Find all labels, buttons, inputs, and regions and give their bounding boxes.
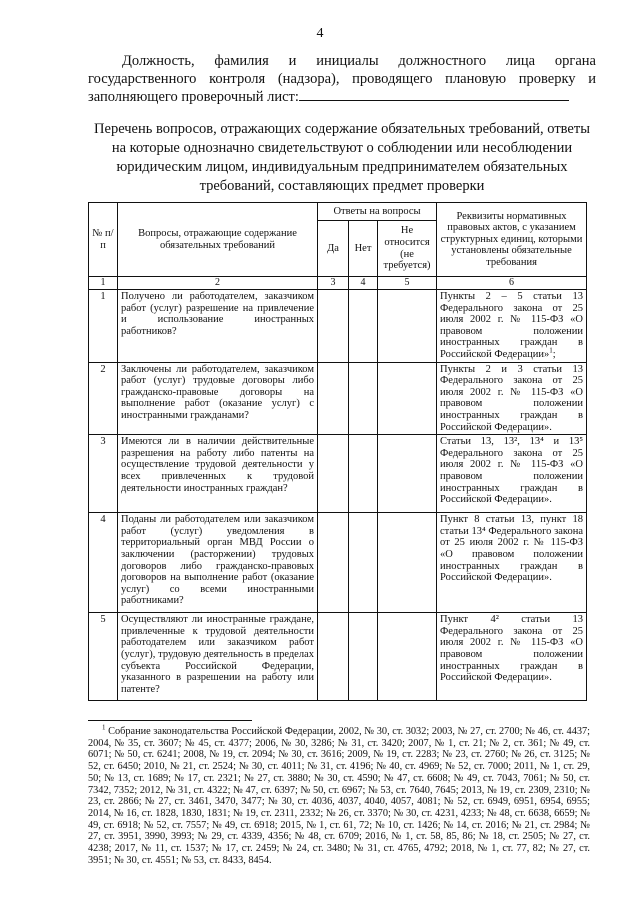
header-question: Вопросы, отражающие содержание обязательных требований	[118, 203, 318, 277]
yes-cell[interactable]	[318, 362, 349, 435]
no-cell[interactable]	[349, 613, 378, 701]
header-requisites: Реквизиты нормативных правовых актов, с указанием структурных единиц, которыми установлены обязательные требования	[437, 203, 587, 277]
inspector-name-blank-line[interactable]	[299, 88, 569, 101]
column-number: 6	[437, 277, 587, 290]
no-cell[interactable]	[349, 435, 378, 513]
header-not-applicable: Не относится (не требуется)	[378, 221, 437, 277]
not-applicable-cell[interactable]	[378, 513, 437, 613]
table-row	[89, 362, 587, 435]
header-yes: Да	[318, 221, 349, 277]
checklist-heading: Перечень вопросов, отражающих содержание обязательных требований, ответы на которые однозначно свидетельствуют о соблюдении или несоблюдении юридическим лицом, индивидуальным предпринимателем обязательных требований, составляющих предмет проверки	[94, 121, 590, 194]
row-number: 1	[89, 290, 118, 363]
header-answers: Ответы на вопросы	[318, 203, 437, 221]
not-applicable-cell[interactable]	[378, 362, 437, 435]
requisites-tail: ;	[552, 348, 556, 360]
table-row	[89, 435, 587, 513]
yes-cell[interactable]	[318, 290, 349, 363]
inspector-intro-text: Должность, фамилия и инициалы должностного лица органа государственного контроля (надзора), проводящего плановую проверку и заполняющего проверочный лист:	[88, 53, 596, 105]
requisites-cell: Пункт 8 статьи 13, пункт 18 статьи 13⁴ Федерального закона от 25 июля 2002 г. № 115-ФЗ «О правовом положении иностранных граждан в Российской Федерации».	[437, 513, 587, 613]
column-number-row	[89, 277, 587, 290]
column-number: 1	[89, 277, 118, 290]
no-cell[interactable]	[349, 362, 378, 435]
inspector-intro	[88, 52, 596, 106]
table-row	[89, 513, 587, 613]
column-number: 3	[318, 277, 349, 290]
question-cell: Имеются ли в наличии действительные разрешения на работу либо патенты на осуществление трудовой деятельности у всех привлеченных к трудовой деятельности иностранных граждан?	[118, 435, 318, 513]
no-cell[interactable]	[349, 290, 378, 363]
checklist-table	[88, 202, 587, 701]
no-cell[interactable]	[349, 513, 378, 613]
not-applicable-cell[interactable]	[378, 290, 437, 363]
column-number: 4	[349, 277, 378, 290]
column-number: 2	[118, 277, 318, 290]
row-number: 2	[89, 362, 118, 435]
not-applicable-cell[interactable]	[378, 435, 437, 513]
requisites-cell: Пункт 4² статьи 13 Федерального закона от 25 июля 2002 г. № 115-ФЗ «О правовом положении иностранных граждан в Российской Федерации».	[437, 613, 587, 701]
requisites-cell	[437, 290, 587, 363]
header-no: № п/п	[89, 203, 118, 277]
yes-cell[interactable]	[318, 435, 349, 513]
row-number: 4	[89, 513, 118, 613]
row-number: 5	[89, 613, 118, 701]
requisites-cell: Пункты 2 и 3 статьи 13 Федерального закона от 25 июля 2002 г. № 115-ФЗ «О правовом положении иностранных граждан в Российской Федерации».	[437, 362, 587, 435]
question-cell: Осуществляют ли иностранные граждане, привлеченные к трудовой деятельности работодателем или заказчиком работ (услуг), трудовую деятельность в пределах субъекта Российской Федерации, указанного в разрешении на работу или патенте?	[118, 613, 318, 701]
table-row	[89, 290, 587, 363]
footnote	[88, 723, 590, 866]
question-cell: Заключены ли работодателем, заказчиком работ (услуг) трудовые договоры либо гражданско-правовые договоры на выполнение работ (оказание услуг) с иностранными гражданами?	[118, 362, 318, 435]
requisites-cell: Статьи 13, 13², 13⁴ и 13⁵ Федерального закона от 25 июля 2002 г. № 115-ФЗ «О правовом положении иностранных граждан в Российской Федерации».	[437, 435, 587, 513]
footnote-mark: 1	[102, 723, 106, 732]
row-number: 3	[89, 435, 118, 513]
header-no-answer: Нет	[349, 221, 378, 277]
yes-cell[interactable]	[318, 613, 349, 701]
table-row	[89, 613, 587, 701]
footnote-divider	[88, 720, 252, 721]
not-applicable-cell[interactable]	[378, 613, 437, 701]
footnote-ref: 1	[549, 346, 553, 355]
column-number: 5	[378, 277, 437, 290]
yes-cell[interactable]	[318, 513, 349, 613]
question-cell: Поданы ли работодателем или заказчиком работ (услуг) уведомления в территориальный орган МВД России о заключении (расторжении) трудовых договоров либо гражданско-правовых договоров на выполнение работ (оказание услуг) со всеми иностранными работниками?	[118, 513, 318, 613]
requisites-text: Пункты 2 – 5 статьи 13 Федерального закона от 25 июля 2002 г. № 115-ФЗ «О правовом положении иностранных граждан в Российской Федерации»	[440, 291, 584, 360]
page-number: 4	[316, 26, 324, 41]
footnote-text: Собрание законодательства Российской Федерации, 2002, № 30, ст. 3032; 2003, № 27, ст. 2700; № 46, ст. 4437; 2004, № 35, ст. 3607; № 45, ст. 4377; 2006, № 30, 3286; № 31, ст. 3420; 2007, № 1, ст. 21; № 2, ст. 361; № 49, ст. 6071; № 50, ст. 6241; 2008, № 19, ст. 2094; № 30, ст. 3616; 2009, № 19, ст. 2283; № 23, ст. 2760; № 26, ст. 3125; № 52, ст. 6450; 2010, № 21, ст. 2524; № 30, ст. 4011; № 31, ст. 4196; № 40, ст. 4969; № 52, ст. 7000; 2011, № 1, ст. 29, 50; № 13, ст. 1689; № 17, ст. 2321; № 27, ст. 3880; № 30, ст. 4590; № 47, ст. 6608; № 49, ст. 7043, 7061; № 50, ст. 7342, 7352; 2012, № 31, ст. 4322; № 47, ст. 6397; № 50, ст. 6967; № 53, ст. 7640, 7645; 2013, № 19, ст. 2309, 2310; № 23, ст. 2866; № 27, ст. 3461, 3470, 3477; № 30, ст. 4036, 4037, 4040, 4057, 4081; № 52, ст. 6949, 6951, 6954, 6955; 2014, № 16, ст. 1828, 1830, 1831; № 19, ст. 2311, 2332; № 26, ст. 3370; № 30, ст. 4231, 4233; № 48, ст. 6638, 6659; № 49, ст. 6918; № 52, ст. 7557; № 49, ст. 6918; 2015, № 1, ст. 61, 72; № 10, ст. 1426; № 14, ст. 2016; № 21, ст. 2984; № 27, ст. 3951, 3990, 3993; № 29, ст. 4339, 4356; № 48, ст. 6709; 2016, № 1, ст. 58, 85, 86; № 18, ст. 2505; № 27, ст. 4238; 2017, № 11, ст. 1537; № 17, ст. 2459; № 24, ст. 3480; № 31, ст. 4765, 4792; 2018, № 1, ст. 77, 82; № 27, ст. 3951; № 30, ст. 4551; № 53, ст. 8433, 8454.	[88, 726, 590, 866]
question-cell: Получено ли работодателем, заказчиком работ (услуг) разрешение на привлечение и использование иностранных работников?	[118, 290, 318, 363]
